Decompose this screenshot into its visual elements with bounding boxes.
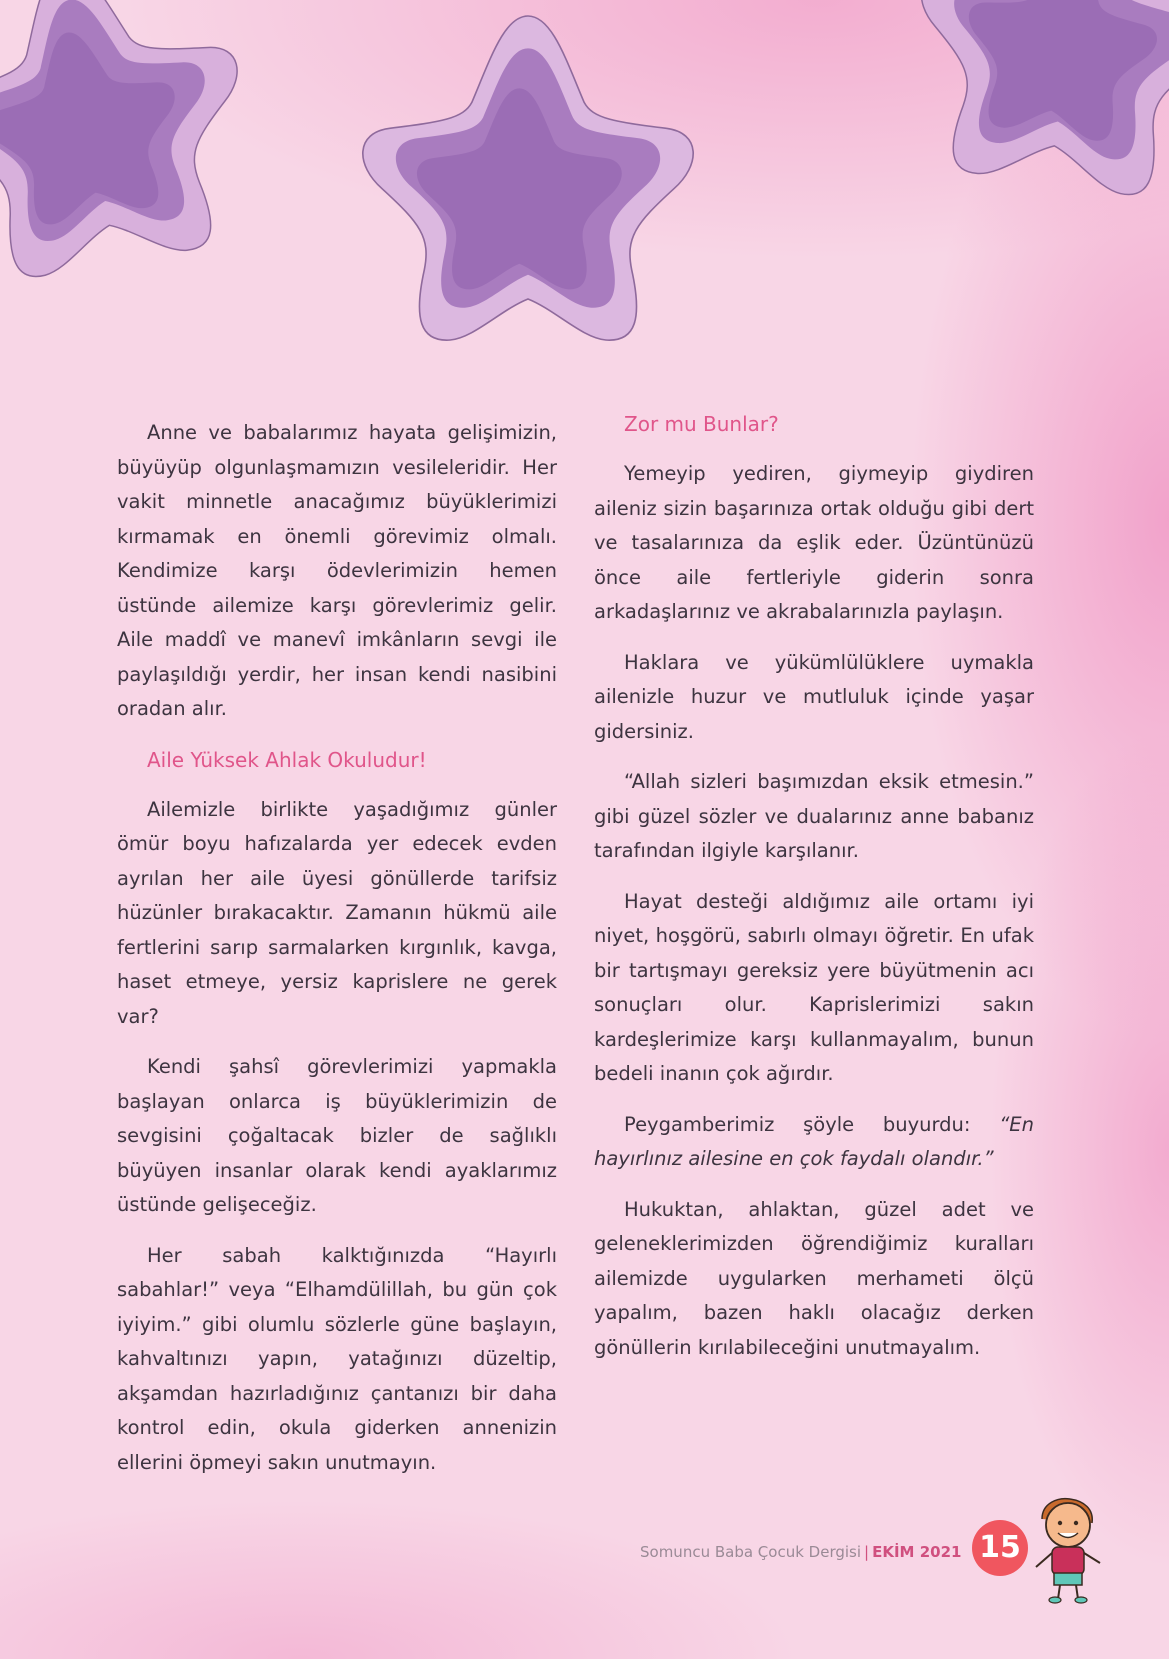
star-right	[898, 0, 1169, 205]
page-number: 15	[972, 1520, 1028, 1576]
star-center	[363, 16, 693, 340]
magazine-name: Somuncu Baba Çocuk Dergisi	[640, 1543, 862, 1561]
paragraph: “Allah sizleri başımızdan eksik etmesin.” gibi güzel sözler ve dualarınız anne babanız tarafından ilgiyle karşılanır.	[594, 770, 1034, 862]
kid-head	[1046, 1503, 1090, 1547]
kid-shirt	[1052, 1547, 1084, 1575]
kid-shorts	[1054, 1573, 1082, 1585]
left-column	[117, 416, 557, 1496]
right-column	[594, 412, 1034, 1381]
paragraph: Kendi şahsî görevlerimizi yapmakla başlayan onlarca iş büyüklerimizin de sevgisini çoğaltacak bizler de sağlıklı büyüyen insanlar olarak kendi ayaklarımız üstünde gelişeceğiz.	[117, 1055, 557, 1216]
paragraph: Hukuktan, ahlaktan, güzel adet ve geleneklerimizden öğrendiğimiz kuralları ailemizde uygularken merhameti ölçü yapalım, bazen haklı olacağız derken gönüllerin kırılabileceğini unutmayalım.	[594, 1197, 1034, 1359]
hadith-lead: Peygamberimiz şöyle buyurdu:	[624, 1112, 1000, 1136]
section-heading: Aile Yüksek Ahlak Okuludur!	[147, 747, 427, 772]
paragraph: Hayat desteği aldığımız aile ortamı iyi niyet, hoşgörü, sabırlı olmayı öğretir. En ufak bir tartışmayı gereksiz yere büyütmenin acı sonuçları olur. Kaprislerimizi sakın kardeşlerimize karşı kullanmayalım, bunun bedeli inanın çok ağırdır.	[594, 889, 1034, 1085]
paragraph: Her sabah kalktığınızda “Hayırlı sabahlar!” veya “Elhamdülillah, bu gün çok iyiyim.” gibi olumlu sözlerle güne başlayın, kahvaltınızı yapın, yatağınızı düzeltip, akşamdan hazırladığınız çantanızı bir daha kontrol edin, okula giderken annenizin ellerini öpmeyi sakın unutmayın.	[117, 1243, 557, 1474]
star-left	[0, 0, 267, 289]
hadith-quote: “En hayırlınız ailesine en çok faydalı olandır.”	[594, 1112, 1034, 1170]
issue-date: EKİM 2021	[872, 1543, 962, 1561]
footer	[640, 1543, 961, 1561]
kid-illustration	[1028, 1495, 1108, 1605]
paragraph: Yemeyip yediren, giymeyip giydiren aileniz sizin başarınıza ortak olduğu gibi dert ve tasalarınıza da eşlik eder. Üzüntünüzü önce aile fertleriyle giderin sonra arkadaşlarınız ve akrabalarınızla paylaşın.	[594, 462, 1034, 623]
paragraph: Ailemizle birlikte yaşadığımız günler ömür boyu hafızalarda yer edecek evden ayrılan her aile üyesi gönüllerde tarifsiz hüzünler bırakacaktır. Zamanın hükmü aile fertlerini sarıp sarmalarken kırgınlık, kavga, haset etmeye, yersiz kaprislere ne gerek var?	[117, 797, 557, 1028]
paragraph: Haklara ve yükümlülüklere uymakla ailenizle huzur ve mutluluk içinde yaşar gidersiniz.	[594, 650, 1034, 743]
footer-separator: |	[864, 1543, 870, 1561]
paragraph: Anne ve babalarımız hayata gelişimizin, büyüyüp olgunlaşmamızın vesileleridir. Her vakit minnetle anacağımız büyüklerimizi kırmamak en önemli görevimiz olmalı. Kendimize karşı ödevlerimizin hemen üstünde ailemize karşı görevlerimiz gelir. Aile maddî ve manevî imkânların sevgi ile paylaşıldığı yerdir, her insan kendi nasibini oradan alır.	[117, 421, 557, 720]
decorative-stars	[0, 0, 1169, 360]
hadith-paragraph	[594, 1108, 1034, 1177]
section-heading: Zor mu Bunlar?	[624, 412, 779, 436]
